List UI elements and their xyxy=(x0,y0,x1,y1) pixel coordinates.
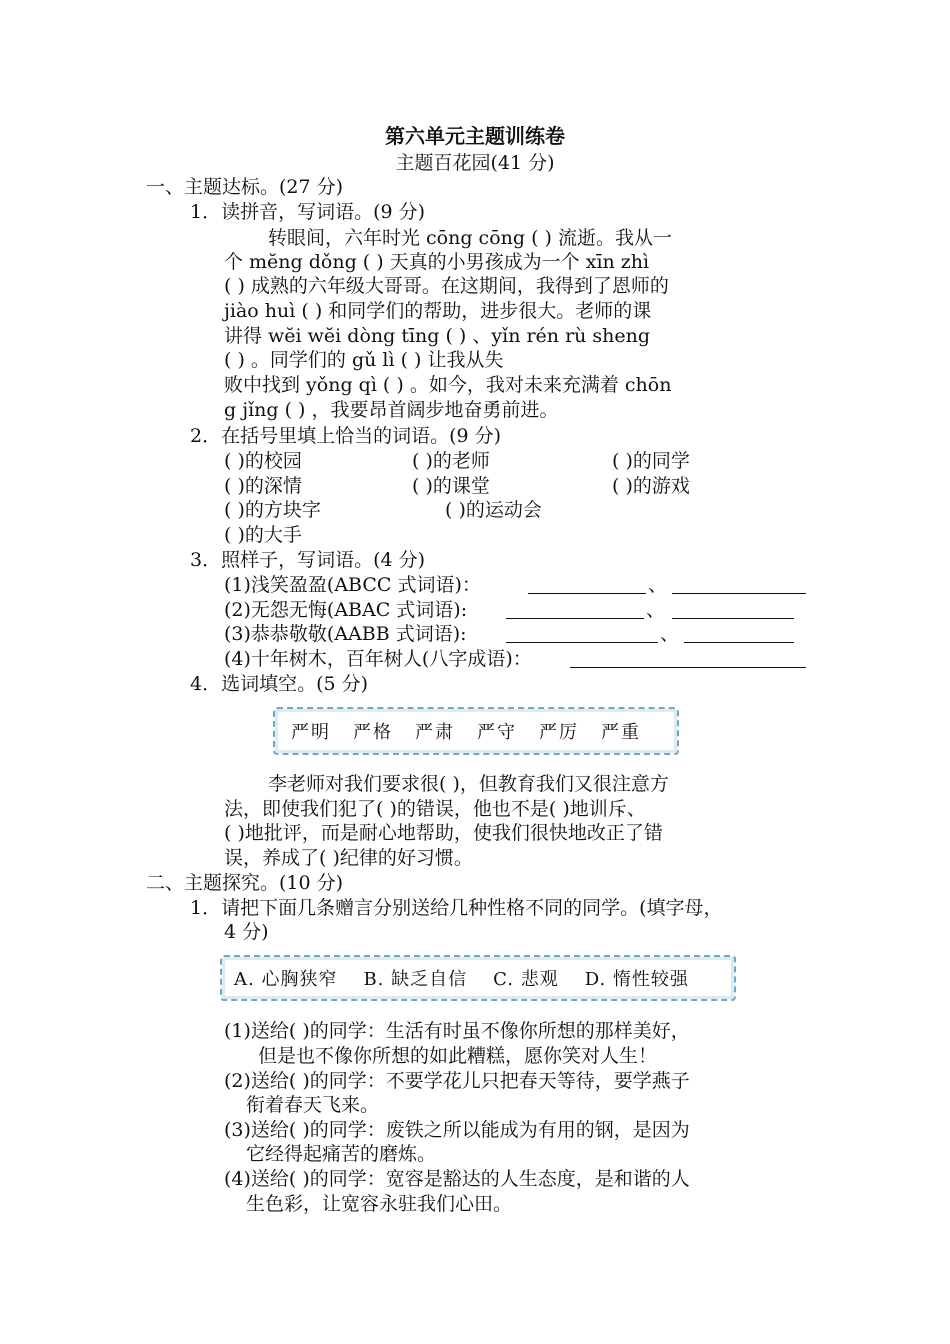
q1-line-3: ( ) 成熟的六年级大哥哥。在这期间，我得到了恩师的 xyxy=(224,275,669,297)
q3-item-1-prompt: (1)浅笑盈盈(ABCC 式词语)： xyxy=(224,574,481,596)
q4-line-4: 误，养成了( )纪律的好习惯。 xyxy=(224,847,473,869)
s2-q1-label-line-2: 4 分) xyxy=(224,921,269,943)
s2-item-2-line-2: 衔着春天飞来。 xyxy=(246,1094,380,1116)
q1-line-7: 败中找到 yǒng qì ( ) 。如今，我对未来充满着 chōn xyxy=(224,374,672,396)
q4-line-1: 李老师对我们要求很( )，但教育我们又很注意方 xyxy=(268,773,669,795)
q3-item-1-sep: 、 xyxy=(648,574,668,596)
q4-line-3: ( )地批评，而是耐心地帮助，使我们很快地改正了错 xyxy=(224,822,663,844)
q2-item-7: ( )的方块字 xyxy=(224,499,321,521)
page-title: 第六单元主题训练卷 xyxy=(385,124,565,148)
s2-item-2-line-1: (2)送给( )的同学：不要学花儿只把春天等待，要学燕子 xyxy=(224,1070,690,1092)
q3-item-2 xyxy=(224,598,467,622)
s2-option-c: C. 悲观 xyxy=(493,969,559,990)
q4-label: 4．选词填空。(5 分) xyxy=(190,673,369,695)
q1-label: 1．读拼音，写词语。(9 分) xyxy=(190,201,426,223)
q3-item-2-sep: 、 xyxy=(646,599,666,621)
q2-item-3: ( )的同学 xyxy=(612,450,690,472)
q1-line-5: 讲得 wĕi wĕi dòng tīng ( ) 、yǐn rén rù sheng xyxy=(224,325,651,347)
s2-item-3-line-2: 它经得起痛苦的磨炼。 xyxy=(246,1143,437,1165)
q2-item-9: ( )的大手 xyxy=(224,524,302,546)
s2-option-d: D. 惰性较强 xyxy=(584,969,689,990)
q4-word-6: 严重 xyxy=(601,722,641,743)
q4-word-2: 严格 xyxy=(353,722,393,743)
s2-option-b: B. 缺乏自信 xyxy=(363,969,468,990)
s2-item-1-line-2: 但是也不像你所想的如此糟糕，愿你笑对人生！ xyxy=(258,1045,658,1067)
s2-item-4-line-2: 生色彩，让宽容永驻我们心田。 xyxy=(246,1193,513,1215)
q3-item-3-prompt: (3)恭恭敬敬(AABB 式词语): xyxy=(224,623,467,645)
q4-word-5: 严厉 xyxy=(539,722,579,743)
s2-option-a: A. 心胸狭窄 xyxy=(234,969,338,990)
q3-item-1-blank-a[interactable] xyxy=(528,575,646,594)
q2-item-6: ( )的游戏 xyxy=(612,475,690,497)
q1-line-1: 转眼间，六年时光 cōng cōng ( ) 流逝。我从一 xyxy=(268,227,672,249)
q3-item-2-blank-b[interactable] xyxy=(672,600,794,619)
q3-item-4-blank[interactable] xyxy=(570,649,806,668)
q2-item-4: ( )的深情 xyxy=(224,475,302,497)
q2-item-8: ( )的运动会 xyxy=(445,499,542,521)
s2-options-box xyxy=(220,955,736,1001)
s2-item-4-line-1: (4)送给( )的同学：宽容是豁达的人生态度，是和谐的人 xyxy=(224,1168,690,1190)
q3-item-4 xyxy=(224,647,532,671)
s2-q1-label-line-1: 1．请把下面几条赠言分别送给几种性格不同的同学。(填字母， xyxy=(190,897,723,919)
s2-item-1-line-1: (1)送给( )的同学：生活有时虽不像你所想的那样美好， xyxy=(224,1020,690,1042)
q2-item-2: ( )的老师 xyxy=(412,450,490,472)
q1-line-4: jiào huì ( ) 和同学们的帮助，进步很大。老师的课 xyxy=(224,300,652,322)
q3-label: 3．照样子，写词语。(4 分) xyxy=(190,549,426,571)
q4-word-4: 严守 xyxy=(477,722,517,743)
q3-item-3-sep: 、 xyxy=(660,623,680,645)
q3-item-3-blank-a[interactable] xyxy=(506,624,658,643)
q3-item-2-prompt: (2)无怨无悔(ABAC 式词语): xyxy=(224,599,468,621)
q1-line-8: g jǐng ( ) ，我要昂首阔步地奋勇前进。 xyxy=(224,399,559,421)
s2-options-list xyxy=(234,957,689,999)
q2-label: 2．在括号里填上恰当的词语。(9 分) xyxy=(190,425,502,447)
q4-word-list xyxy=(291,709,641,753)
s2-item-3-line-1: (3)送给( )的同学：废铁之所以能成为有用的钢，是因为 xyxy=(224,1119,690,1141)
section-2-heading: 二、主题探究。(10 分) xyxy=(146,872,344,894)
q4-line-2: 法，即使我们犯了( )的错误，他也不是( )地训斥、 xyxy=(224,798,646,820)
q1-line-6: ( ) 。同学们的 gǔ lì ( ) 让我从失 xyxy=(224,349,504,371)
q1-line-2: 个 mĕng dǒng ( ) 天真的小男孩成为一个 xīn zhì xyxy=(224,251,650,273)
q4-word-box xyxy=(273,707,679,755)
q3-item-3-blank-b[interactable] xyxy=(684,624,794,643)
q4-word-3: 严肃 xyxy=(415,722,455,743)
q3-item-3 xyxy=(224,622,467,646)
q3-item-1 xyxy=(224,573,481,597)
q2-item-5: ( )的课堂 xyxy=(412,475,490,497)
q4-word-1: 严明 xyxy=(291,722,331,743)
q3-item-2-blank-a[interactable] xyxy=(506,600,644,619)
q3-item-1-blank-b[interactable] xyxy=(672,575,806,594)
section-1-heading: 一、主题达标。(27 分) xyxy=(146,176,344,198)
q3-item-4-prompt: (4)十年树木，百年树人(八字成语)： xyxy=(224,648,532,670)
q2-item-1: ( )的校园 xyxy=(224,450,302,472)
page-subtitle: 主题百花园(41 分) xyxy=(395,152,555,174)
